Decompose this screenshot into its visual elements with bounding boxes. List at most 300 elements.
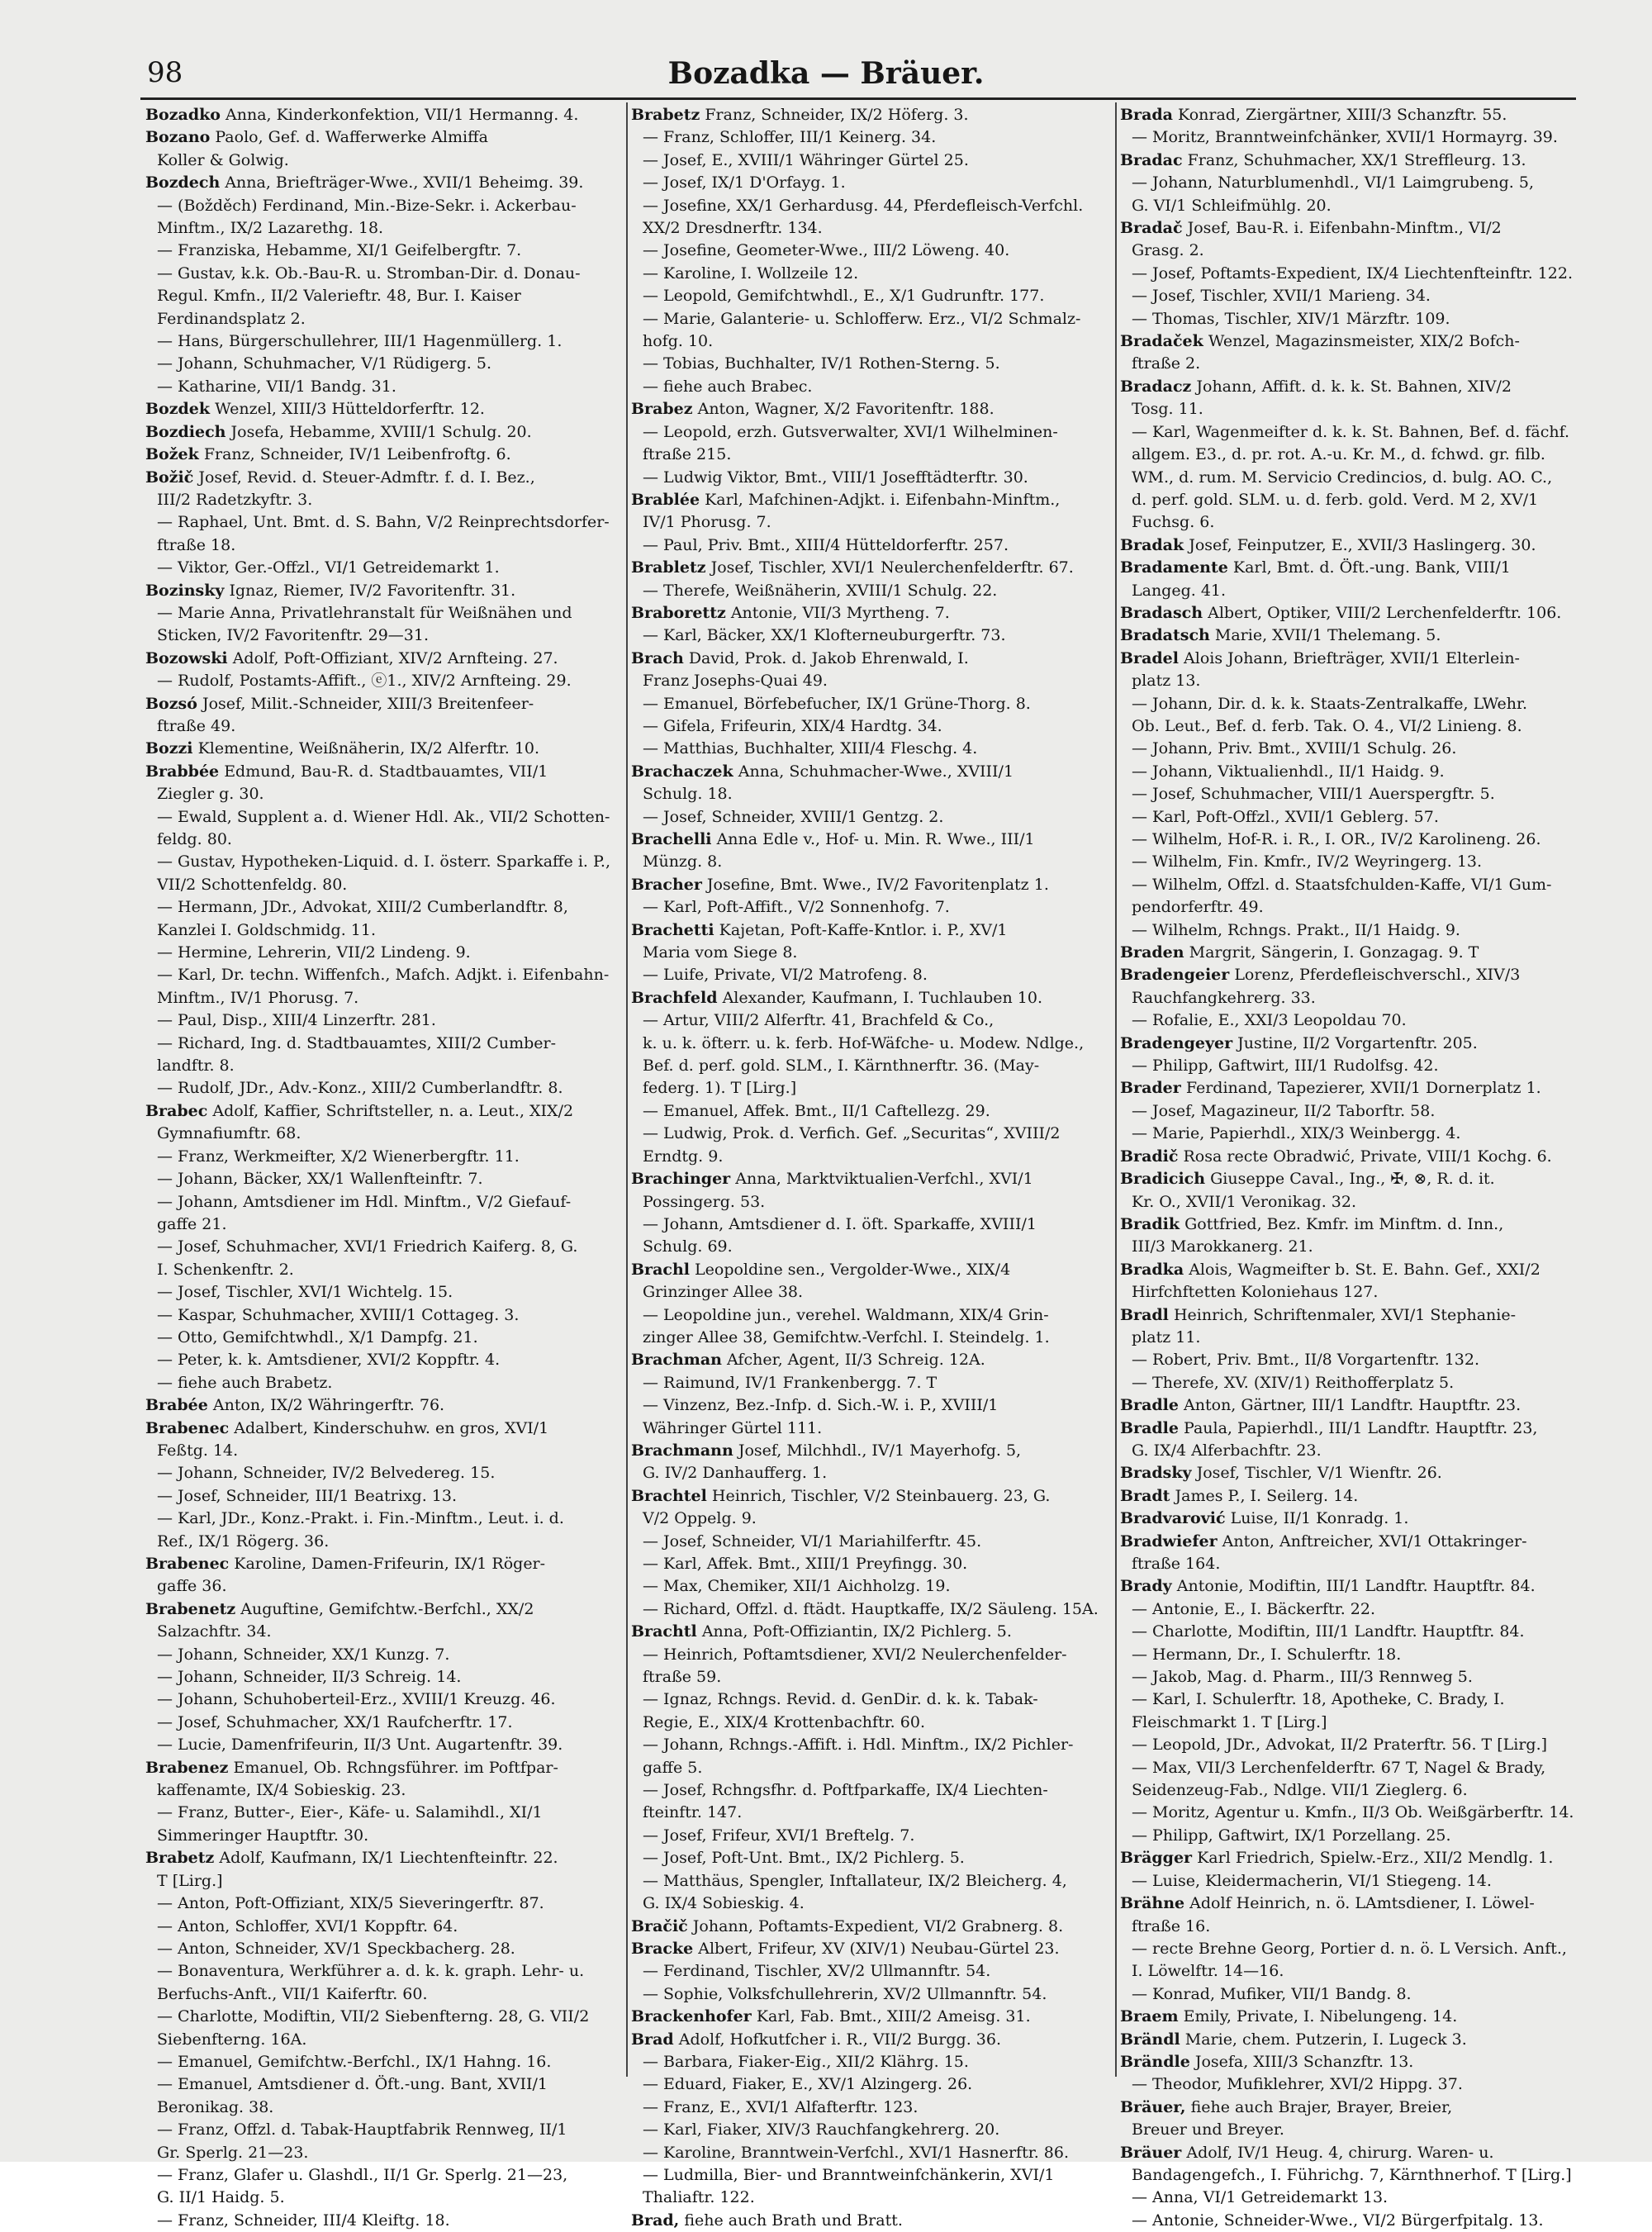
entry-continuation: [145, 2210, 621, 2232]
entry-continuation: [145, 1372, 621, 1394]
entry-text: Ignaz, Riemer, IV/2 Favoritenftr. 31.: [229, 581, 516, 600]
entry-text: Konrad, Ziergärtner, XIII/3 Schanzftr. 55.: [1178, 106, 1507, 124]
entry-continuation: [631, 783, 1107, 805]
column-2: [631, 104, 1107, 2230]
entry-line: [1120, 942, 1596, 964]
entry-text: — Anton, Poft-Offiziant, XIX/5 Sieveringerftr. 87.: [157, 1894, 544, 1913]
entry-text: — Paul, Priv. Bmt., XIII/4 Hütteldorferftr. 257.: [643, 535, 1009, 554]
entry-line: [631, 602, 1107, 624]
entry-text: gaffe 5.: [643, 1758, 703, 1777]
entry-text: Anna, Briefträger-Wwe., XVII/1 Beheimg. 39.: [225, 173, 584, 192]
entry-text: Währinger Gürtel 111.: [643, 1418, 823, 1437]
entry-text: Ferdinandsplatz 2.: [157, 309, 306, 328]
entry-text: — Hermann, JDr., Advokat, XIII/2 Cumberlandftr. 8,: [157, 898, 568, 917]
entry-text: — Ludwig Viktor, Bmt., VIII/1 Josefftädterftr. 30.: [643, 468, 1028, 487]
entry-line: [1120, 964, 1596, 986]
entry-text: — Ignaz, Rchngs. Revid. d. GenDir. d. k. k. Tabak-: [643, 1690, 1038, 1709]
entry-text: — Josef, Frifeur, XVI/1 Breftelg. 7.: [643, 1826, 915, 1845]
entry-line: [631, 648, 1107, 670]
entry-text: — Josef, Rchngsfhr. d. Poftfparkaffe, IX/4 Liechten-: [643, 1781, 1048, 1800]
entry-text: — Josefine, XX/1 Gerhardusg. 44, Pferdefleisch-Verfchl.: [643, 196, 1084, 215]
entry-continuation: [1120, 670, 1596, 692]
entry-text: — Barbara, Fiaker-Eig., XII/2 Klährg. 15.: [643, 2052, 969, 2071]
entry-continuation: [1120, 1372, 1596, 1394]
entry-line: [145, 1100, 621, 1123]
entry-text: Fuchsg. 6.: [1132, 513, 1215, 532]
entry-text: Franz, Schuhmacher, XX/1 Streffleurg. 13.: [1187, 150, 1526, 169]
entry-text: Anna, Kinderkonfektion, VII/1 Hermanng. 4.: [225, 106, 579, 124]
entry-continuation: [145, 1077, 621, 1099]
entry-text: — Gifela, Frifeurin, XIX/4 Hardtg. 34.: [643, 716, 942, 735]
entry-line: [631, 1938, 1107, 1960]
entry-line: [145, 580, 621, 602]
entry-text: — Franz, Schloffer, III/1 Keinerg. 34.: [643, 128, 937, 147]
entry-text: — Kaspar, Schuhmacher, XVIII/1 Cottageg. 3.: [157, 1305, 520, 1324]
entry-text: ftraße 215.: [643, 445, 732, 464]
entry-text: G. II/1 Haidg. 5.: [157, 2188, 285, 2207]
entry-line: [631, 104, 1107, 126]
entry-text: — Wilhelm, Offzl. d. Staatsfchulden-Kaffe, VI/1 Gum-: [1132, 875, 1552, 894]
entry-surname: Božič: [145, 468, 194, 487]
entry-line: [631, 2210, 1107, 2232]
entry-surname: Brackenhofer: [631, 2007, 752, 2026]
entry-continuation: [631, 1077, 1107, 1099]
entry-surname: Bradač: [1120, 219, 1183, 238]
entry-text: — Anna, VI/1 Getreidemarkt 13.: [1132, 2188, 1389, 2207]
entry-text: Alexander, Kaufmann, I. Tuchlauben 10.: [722, 988, 1042, 1007]
entry-continuation: [145, 2006, 621, 2028]
entry-continuation: [631, 806, 1107, 829]
entry-text: Heinrich, Schriftenmaler, XVI/1 Stephanie-: [1173, 1305, 1517, 1324]
entry-text: Paolo, Gef. d. Wafferwerke Almiffa: [215, 128, 488, 147]
entry-text: Josef, Milit.-Schneider, XIII/3 Breitenfeer-: [202, 694, 534, 713]
entry-surname: Bracke: [631, 1939, 694, 1958]
entry-surname: Brabec: [145, 1101, 208, 1120]
entry-text: — Josef, Schneider, VI/1 Mariahilferftr. 45.: [643, 1532, 982, 1551]
entry-text: — Tobias, Buchhalter, IV/1 Rothen-Sterng. 5.: [643, 354, 1000, 373]
entry-text: Marie, chem. Putzerin, I. Lugeck 3.: [1184, 2030, 1467, 2049]
entry-surname: Brabetz: [145, 1849, 215, 1868]
entry-surname: Bradak: [1120, 535, 1184, 554]
page-number: 98: [147, 56, 183, 89]
entry-text: ftraße 18.: [157, 535, 236, 554]
entry-text: Hirfchftetten Koloniehaus 127.: [1132, 1283, 1379, 1302]
entry-text: Adolf, Hofkutfcher i. R., VII/2 Burgg. 36.: [678, 2030, 1001, 2049]
entry-continuation: [145, 874, 621, 896]
entry-line: [145, 1394, 621, 1417]
entry-surname: Braborettz: [631, 603, 726, 622]
entry-continuation: [631, 2187, 1107, 2209]
entry-continuation: [1120, 1688, 1596, 1711]
entry-text: Regie, E., XIX/4 Krottenbachftr. 60.: [643, 1712, 925, 1731]
entry-continuation: [631, 580, 1107, 602]
entry-line: [1120, 1418, 1596, 1440]
entry-text: gaffe 21.: [157, 1214, 227, 1233]
entry-surname: Bozano: [145, 128, 211, 147]
entry-text: Beronikag. 38.: [157, 2097, 274, 2116]
entry-continuation: [1120, 1009, 1596, 1032]
entry-text: Rauchfangkehrerg. 33.: [1132, 988, 1316, 1007]
entry-text: Johann, Poftamts-Expedient, VI/2 Grabnerg. 8.: [692, 1916, 1064, 1935]
entry-continuation: [1120, 851, 1596, 873]
entry-continuation: [145, 511, 621, 534]
entry-text: Sticken, IV/2 Favoritenftr. 29—31.: [157, 626, 430, 645]
entry-text: I. Schenkenftr. 2.: [157, 1260, 294, 1279]
entry-text: — Raphael, Unt. Bmt. d. S. Bahn, V/2 Reinprechtsdorfer-: [157, 513, 610, 532]
entry-continuation: [145, 964, 621, 986]
entry-continuation: [631, 2119, 1107, 2141]
entry-line: [631, 2006, 1107, 2028]
entry-continuation: [631, 217, 1107, 240]
entry-continuation: [145, 353, 621, 375]
entry-text: fiehe auch Brajer, Brayer, Breier,: [1190, 2097, 1453, 2116]
entry-continuation: [1120, 1757, 1596, 1779]
entry-continuation: [631, 1418, 1107, 1440]
entry-continuation: [1120, 829, 1596, 851]
entry-text: Adolf, Poft-Offiziant, XIV/2 Arnfteing. 27.: [232, 648, 558, 667]
entry-line: [631, 1621, 1107, 1643]
entry-continuation: [631, 1757, 1107, 1779]
entry-continuation: [631, 1575, 1107, 1598]
entry-text: — Rofalie, E., XXI/3 Leopoldau 70.: [1132, 1011, 1407, 1030]
entry-surname: Bradik: [1120, 1214, 1180, 1233]
entry-text: Possingerg. 53.: [643, 1192, 766, 1211]
entry-text: — Leopoldine jun., verehel. Waldmann, XIX/4 Grin-: [643, 1305, 1049, 1324]
header-rule: [140, 97, 1576, 100]
entry-continuation: [145, 1236, 621, 1258]
entry-line: [145, 172, 621, 194]
entry-text: — Hermann, Dr., I. Schulerftr. 18.: [1132, 1645, 1402, 1664]
entry-line: [145, 693, 621, 715]
entry-continuation: [145, 1259, 621, 1281]
entry-text: — Bonaventura, Werkführer a. d. k. k. graph. Lehr- u.: [157, 1962, 585, 1981]
entry-text: — Viktor, Ger.-Offzl., VI/1 Getreidemarkt 1.: [157, 558, 500, 577]
entry-text: — Ewald, Supplent a. d. Wiener Hdl. Ak., VII/2 Schotten-: [157, 807, 610, 826]
entry-surname: Bräuer: [1120, 2143, 1182, 2162]
entry-text: T [Lirg.]: [157, 1871, 223, 1890]
entry-text: — Josefine, Geometer-Wwe., III/2 Löweng. 40.: [643, 241, 1010, 260]
entry-surname: Brabletz: [631, 558, 706, 577]
entry-text: G. IX/4 Alferbachftr. 23.: [1132, 1441, 1322, 1460]
entry-text: Anton, Wagner, X/2 Favoritenftr. 188.: [697, 400, 995, 419]
entry-text: — Katharine, VII/1 Bandg. 31.: [157, 377, 396, 396]
entry-text: Anton, Gärtner, III/1 Landftr. Hauptftr. 23.: [1184, 1396, 1521, 1415]
entry-continuation: [145, 2051, 621, 2073]
entry-text: — Josef, Schneider, XVIII/1 Gentzg. 2.: [643, 807, 944, 826]
entry-text: — Johann, Amtsdiener d. I. öft. Sparkaffe, XVIII/1: [643, 1214, 1037, 1233]
entry-text: — Wilhelm, Rchngs. Prakt., II/1 Haidg. 9.: [1132, 920, 1460, 939]
entry-text: — Josef, Schuhmacher, XVI/1 Friedrich Kaiferg. 8, G.: [157, 1237, 578, 1256]
entry-text: — Emanuel, Amtsdiener d. Öft.-ung. Bant, XVII/1: [157, 2075, 548, 2094]
entry-surname: Brändle: [1120, 2052, 1190, 2071]
entry-continuation: [145, 2097, 621, 2119]
entry-text: Gottfried, Bez. Kmfr. im Minftm. d. Inn.,: [1184, 1214, 1504, 1233]
entry-continuation: [631, 1960, 1107, 1983]
entry-text: — Therefe, Weißnäherin, XVIII/1 Schulg. 22.: [643, 581, 998, 600]
entry-continuation: [145, 1440, 621, 1462]
entry-text: Ref., IX/1 Rögerg. 36.: [157, 1532, 330, 1551]
entry-surname: Bozadko: [145, 106, 221, 124]
entry-text: kaffenamte, IX/4 Sobieskig. 23.: [157, 1781, 406, 1800]
entry-continuation: [145, 919, 621, 942]
entry-continuation: [145, 851, 621, 873]
entry-text: — Leopold, erzh. Gutsverwalter, XVI/1 Wilhelminen-: [643, 422, 1058, 441]
entry-text: — Peter, k. k. Amtsdiener, XVI/2 Koppftr. 4.: [157, 1351, 501, 1370]
entry-continuation: [145, 240, 621, 262]
entry-continuation: [1120, 1349, 1596, 1371]
entry-continuation: [145, 1666, 621, 1688]
entry-surname: Bradle: [1120, 1396, 1179, 1415]
entry-text: James P., I. Seilerg. 14.: [1175, 1486, 1359, 1505]
entry-line: [1120, 1394, 1596, 1417]
entry-continuation: [145, 2073, 621, 2096]
entry-continuation: [145, 1916, 621, 1938]
entry-text: Anton, IX/2 Währingerftr. 76.: [212, 1396, 445, 1415]
entry-surname: Brabetz: [631, 106, 700, 124]
entry-text: Marie, XVII/1 Thelemang. 5.: [1214, 626, 1441, 645]
entry-continuation: [145, 987, 621, 1009]
entry-continuation: [1120, 1802, 1596, 1824]
entry-text: — fiehe auch Brabec.: [643, 377, 813, 396]
entry-text: — Johann, Amtsdiener im Hdl. Minftm., V/2 Giefauf-: [157, 1192, 572, 1211]
entry-text: Anna Edle v., Hof- u. Min. R. Wwe., III/1: [716, 830, 1035, 848]
entry-surname: Bračič: [631, 1916, 688, 1935]
entry-text: — Moritz, Agentur u. Kmfn., II/3 Ob. Weißgärberftr. 14.: [1132, 1803, 1574, 1822]
entry-text: Justine, II/2 Vorgartenftr. 205.: [1237, 1033, 1478, 1052]
entry-continuation: [145, 1191, 621, 1213]
entry-text: — Lucie, Damenfrifeurin, II/3 Unt. Augartenftr. 39.: [157, 1736, 563, 1755]
entry-continuation: [631, 467, 1107, 489]
entry-surname: Bozowski: [145, 648, 228, 667]
entry-text: Minftm., IV/1 Phorusg. 7.: [157, 988, 359, 1007]
entry-continuation: [1120, 1100, 1596, 1123]
entry-line: [145, 761, 621, 783]
entry-surname: Brablée: [631, 490, 700, 509]
entry-continuation: [631, 715, 1107, 738]
entry-continuation: [631, 308, 1107, 330]
entry-text: — Josef, Magazineur, II/2 Taborftr. 58.: [1132, 1101, 1436, 1120]
entry-surname: Bradsky: [1120, 1464, 1192, 1483]
entry-text: Edmund, Bau-R. d. Stadtbauamtes, VII/1: [224, 762, 548, 781]
entry-text: — Konrad, Mufiker, VII/1 Bandg. 8.: [1132, 1984, 1412, 2003]
entry-text: Franz Josephs-Quai 49.: [643, 672, 828, 691]
entry-text: fiehe auch Brath und Bratt.: [684, 2211, 903, 2230]
entry-continuation: [1120, 511, 1596, 534]
entry-line: [1120, 1575, 1596, 1598]
entry-continuation: [631, 330, 1107, 353]
entry-continuation: [1120, 580, 1596, 602]
entry-continuation: [631, 1100, 1107, 1123]
entry-text: Adolf Heinrich, n. ö. LAmtsdiener, I. Löwel-: [1189, 1894, 1535, 1913]
column-3: [1120, 104, 1596, 2230]
entry-continuation: [1120, 172, 1596, 194]
entry-text: Albert, Optiker, VIII/2 Lerchenfelderftr. 106.: [1208, 603, 1562, 622]
entry-text: landftr. 8.: [157, 1057, 235, 1076]
page-title: Bozadka — Bräuer.: [667, 56, 985, 91]
entry-text: Ziegler g. 30.: [157, 785, 264, 804]
entry-text: Kr. O., XVII/1 Veronikag. 32.: [1132, 1192, 1356, 1211]
entry-text: Langeg. 41.: [1132, 581, 1227, 600]
entry-continuation: [631, 624, 1107, 647]
entry-continuation: [145, 557, 621, 579]
entry-continuation: [1120, 1870, 1596, 1892]
entry-text: — Karl, Wagenmeifter d. k. k. St. Bahnen, Bef. d. fächf.: [1132, 422, 1570, 441]
entry-continuation: [631, 376, 1107, 398]
entry-text: — Richard, Ing. d. Stadtbauamtes, XIII/2 Cumber-: [157, 1033, 557, 1052]
entry-continuation: [145, 1123, 621, 1145]
entry-continuation: [1120, 896, 1596, 919]
entry-surname: Bozinsky: [145, 581, 225, 600]
entry-text: — Luise, Kleidermacherin, VI/1 Stiegeng. 14.: [1132, 1871, 1492, 1890]
entry-text: III/3 Marokkanerg. 21.: [1132, 1237, 1313, 1256]
entry-text: David, Prok. d. Jakob Ehrenwald, I.: [688, 648, 969, 667]
entry-continuation: [631, 693, 1107, 715]
entry-text: G. VI/1 Schleifmühlg. 20.: [1132, 196, 1332, 215]
entry-text: — Johann, Schuhoberteil-Erz., XVIII/1 Kreuzg. 46.: [157, 1690, 556, 1709]
entry-line: [1120, 602, 1596, 624]
entry-continuation: [145, 1621, 621, 1643]
entry-text: — Charlotte, Modiftin, VII/2 Siebenfterng. 28, G. VII/2: [157, 2007, 590, 2026]
entry-continuation: [631, 240, 1107, 262]
entry-text: — Otto, Gemifchtwhdl., X/1 Dampfg. 21.: [157, 1327, 478, 1346]
entry-surname: Bradt: [1120, 1486, 1170, 1505]
entry-continuation: [631, 1146, 1107, 1168]
entry-surname: Bracher: [631, 875, 702, 894]
entry-line: [631, 2029, 1107, 2051]
entry-text: — Leopold, Gemifchtwhdl., E., X/1 Gudrunftr. 177.: [643, 287, 1045, 306]
entry-text: Antonie, VII/3 Myrtheng. 7.: [730, 603, 950, 622]
entry-continuation: [631, 126, 1107, 149]
entry-continuation: [1120, 240, 1596, 262]
entry-surname: Brad,: [631, 2211, 680, 2230]
entry-continuation: [145, 602, 621, 624]
entry-continuation: [631, 1734, 1107, 1756]
entry-text: Breuer und Breyer.: [1132, 2120, 1284, 2139]
entry-surname: Božek: [145, 445, 199, 464]
entry-text: — Josef, Tischler, XVI/1 Wichtelg. 15.: [157, 1283, 453, 1302]
entry-continuation: [1120, 2164, 1596, 2187]
entry-continuation: [631, 150, 1107, 172]
entry-text: — Marie, Papierhdl., XIX/3 Weinbergg. 4.: [1132, 1124, 1461, 1143]
entry-text: — Max, VII/3 Lerchenfelderftr. 67 T, Nagel & Brady,: [1132, 1758, 1546, 1777]
entry-text: Margrit, Sängerin, I. Gonzagag. 9. T: [1189, 943, 1479, 962]
entry-text: — Franz, E., XVI/1 Alfafterftr. 123.: [643, 2097, 919, 2116]
entry-text: Afcher, Agent, II/3 Schreig. 12A.: [727, 1351, 985, 1370]
entry-text: k. u. k. öfterr. u. k. ferb. Hof-Wäfche- u. Modew. Ndlge.,: [643, 1033, 1085, 1052]
entry-surname: Bozsó: [145, 694, 197, 713]
entry-surname: Bradatsch: [1120, 626, 1210, 645]
entry-continuation: [145, 1825, 621, 1847]
entry-line: [145, 398, 621, 420]
entry-text: Antonie, Modiftin, III/1 Landftr. Hauptftr. 84.: [1176, 1577, 1536, 1596]
entry-continuation: [145, 489, 621, 511]
entry-surname: Brach: [631, 648, 684, 667]
entry-text: VII/2 Schottenfeldg. 80.: [157, 875, 348, 894]
entry-line: [631, 919, 1107, 942]
entry-surname: Brabenetz: [145, 1599, 236, 1618]
entry-text: Erndtg. 9.: [643, 1147, 724, 1166]
entry-surname: Brachetti: [631, 920, 714, 939]
entry-continuation: [145, 1508, 621, 1530]
entry-text: — Jakob, Mag. d. Pharm., III/3 Rennweg 5.: [1132, 1668, 1473, 1687]
entry-continuation: [145, 330, 621, 353]
entry-text: — Johann, Dir. d. k. k. Staats-Zentralkaffe, LWehr.: [1132, 694, 1528, 713]
entry-text: — Charlotte, Modiftin, III/1 Landftr. Hauptftr. 84.: [1132, 1622, 1525, 1641]
entry-text: — Artur, VIII/2 Alferftr. 41, Brachfeld & Co.,: [643, 1011, 995, 1030]
entry-continuation: [1120, 1825, 1596, 1847]
entry-text: Paula, Papierhdl., III/1 Landftr. Hauptftr. 23,: [1184, 1418, 1538, 1437]
entry-line: [631, 398, 1107, 420]
entry-continuation: [145, 534, 621, 557]
entry-text: — Wilhelm, Hof-R. i. R., I. OR., IV/2 Karolineng. 26.: [1132, 830, 1541, 848]
entry-text: — Antonie, Schneider-Wwe., VI/2 Bürgerfpitalg. 13.: [1132, 2211, 1544, 2230]
entry-text: — Anton, Schloffer, XVI/1 Koppftr. 64.: [157, 1916, 458, 1935]
entry-continuation: [1120, 195, 1596, 217]
entry-continuation: [631, 2142, 1107, 2164]
entry-continuation: [631, 534, 1107, 557]
entry-continuation: [1120, 1327, 1596, 1349]
entry-text: Gr. Sperlg. 21—23.: [157, 2143, 309, 2162]
entry-text: — Gustav, k.k. Ob.-Bau-R. u. Stromban-Dir. d. Donau-: [157, 264, 581, 283]
entry-line: [631, 1916, 1107, 1938]
entry-text: — Vinzenz, Bez.-Infp. d. Sich.-W. i. P., XVIII/1: [643, 1396, 999, 1415]
entry-text: gaffe 36.: [157, 1577, 227, 1596]
entry-continuation: [1120, 2210, 1596, 2232]
entry-text: — Matthias, Buchhalter, XIII/4 Fleschg. 4.: [643, 739, 978, 758]
entry-text: pendorferftr. 49.: [1132, 898, 1264, 917]
entry-line: [1120, 557, 1596, 579]
entry-text: Auguftine, Gemifchtw.-Berfchl., XX/2: [240, 1599, 534, 1618]
entry-surname: Brändl: [1120, 2030, 1180, 2049]
entry-continuation: [145, 1168, 621, 1190]
entry-line: [1120, 2006, 1596, 2028]
entry-surname: Brabez: [631, 400, 693, 419]
entry-text: — Gustav, Hypotheken-Liquid. d. I. österr. Sparkaffe i. P.,: [157, 852, 611, 871]
entry-continuation: [631, 1394, 1107, 1417]
entry-line: [145, 104, 621, 126]
entry-text: — recte Brehne Georg, Portier d. n. ö. L Versich. Anft.,: [1132, 1939, 1567, 1958]
entry-text: Emanuel, Ob. Rchngsführer. im Poftfpar-: [233, 1758, 558, 1777]
entry-line: [1120, 1033, 1596, 1055]
entry-continuation: [145, 1213, 621, 1236]
entry-continuation: [145, 1870, 621, 1892]
entry-text: — Johann, Schneider, XX/1 Kunzg. 7.: [157, 1645, 450, 1664]
entry-text: Alois Johann, Briefträger, XVII/1 Elterlein-: [1184, 648, 1520, 667]
entry-continuation: [631, 2164, 1107, 2187]
entry-line: [1120, 1508, 1596, 1530]
entry-surname: Brachtel: [631, 1486, 707, 1505]
entry-text: Josef, Feinputzer, E., XVII/3 Haslingerg. 30.: [1189, 535, 1536, 554]
entry-continuation: [631, 1033, 1107, 1055]
entry-continuation: [1120, 285, 1596, 307]
entry-text: Adalbert, Kinderschuhw. en gros, XVI/1: [234, 1418, 549, 1437]
entry-text: — Rudolf, Postamts-Affift., ⓔ1., XIV/2 Arnfteing. 29.: [157, 672, 572, 691]
entry-surname: Bradengeyer: [1120, 1033, 1233, 1052]
entry-line: [1120, 1531, 1596, 1553]
entry-surname: Brabenec: [145, 1418, 230, 1437]
entry-text: Klementine, Weißnäherin, IX/2 Alferftr. 10.: [197, 739, 540, 758]
entry-continuation: [631, 1598, 1107, 1621]
entry-text: — Johann, Naturblumenhdl., VI/1 Laimgrubeng. 5,: [1132, 173, 1534, 192]
entry-continuation: [631, 942, 1107, 964]
entry-text: — Johann, Priv. Bmt., XVIII/1 Schulg. 26.: [1132, 739, 1457, 758]
entry-text: — Rudolf, JDr., Adv.-Konz., XIII/2 Cumberlandftr. 8.: [157, 1079, 563, 1098]
entry-continuation: [1120, 761, 1596, 783]
entry-continuation: [631, 1009, 1107, 1032]
entry-continuation: [1120, 308, 1596, 330]
entry-text: — Josef, Tischler, XVII/1 Marieng. 34.: [1132, 287, 1431, 306]
entry-line: [631, 761, 1107, 783]
